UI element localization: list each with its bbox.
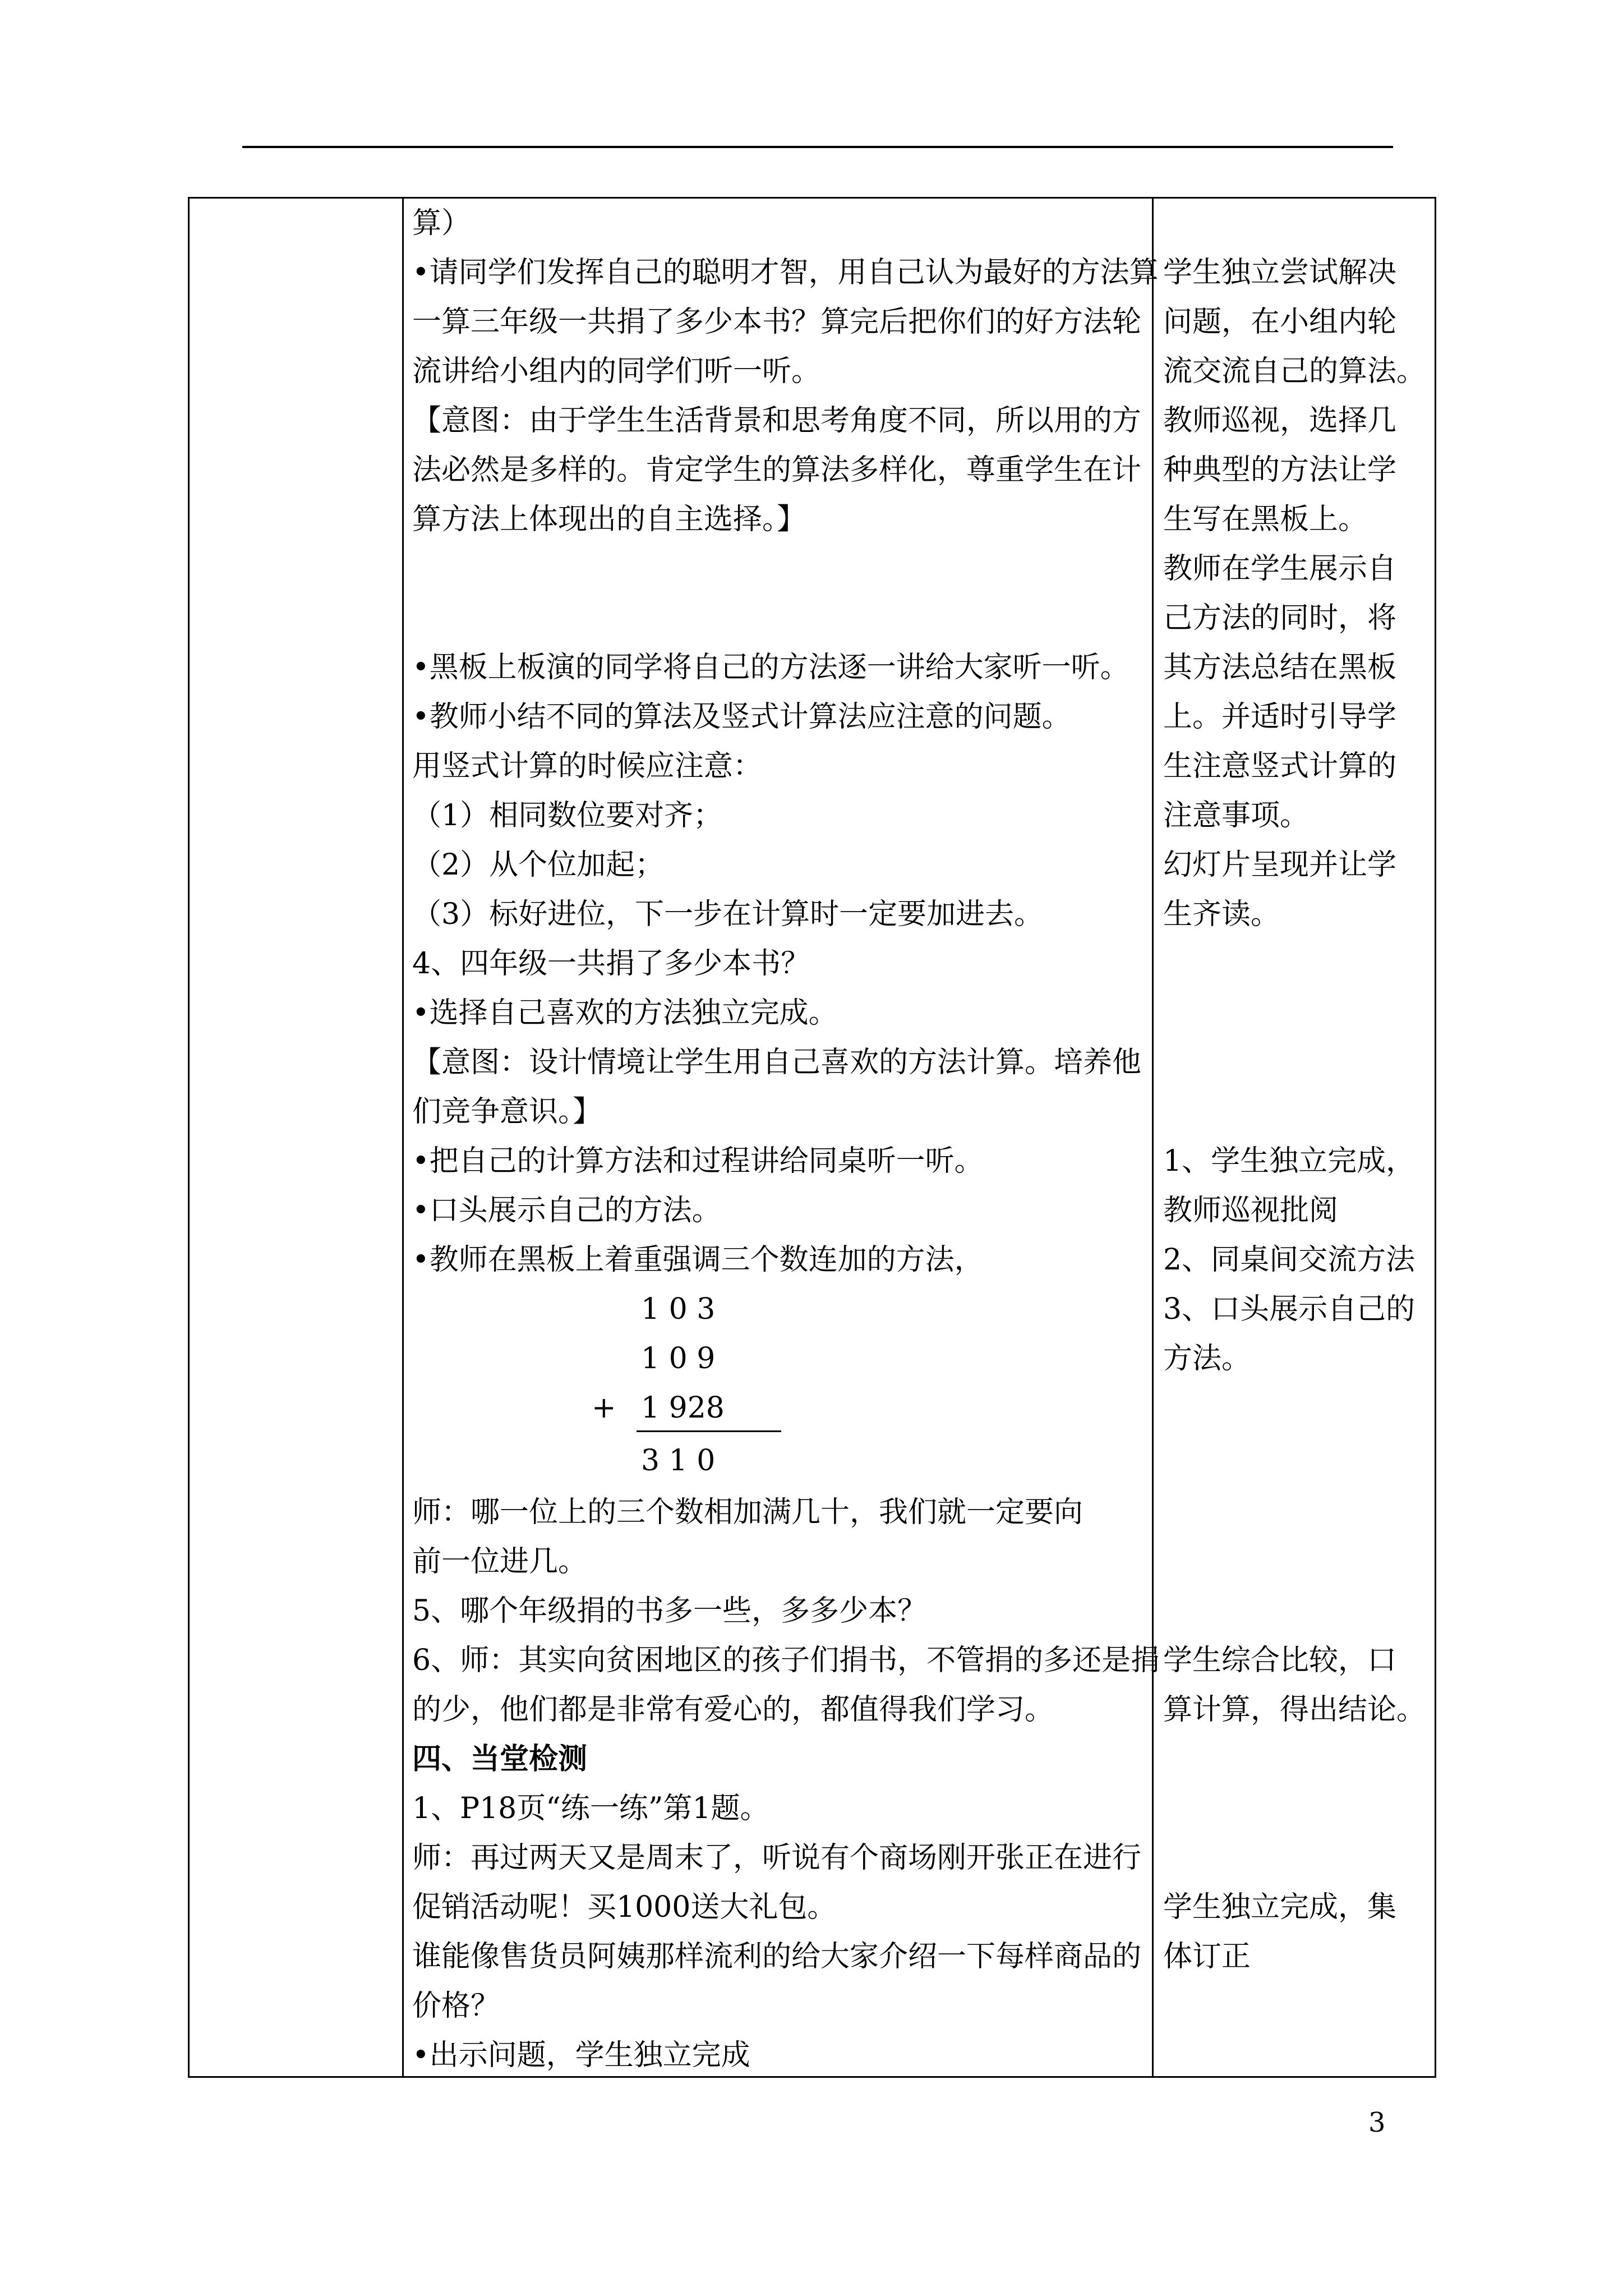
activity-line: 3、口头展示自己的	[1163, 1292, 1415, 1326]
activity-line: 幻灯片呈现并让学	[1163, 848, 1397, 882]
text-line: 一算三年级一共捐了多少本书？算完后把你们的好方法轮	[412, 305, 1142, 339]
intent-note-line: 【意图：由于学生生活背景和思考角度不同，所以用的方	[412, 404, 1142, 438]
text-line: •出示问题，学生独立完成	[412, 2039, 750, 2072]
rule-item: （2）从个位加起；	[412, 848, 665, 882]
activity-line: 注意事项。	[1163, 799, 1310, 832]
text-line: 价格？	[412, 1989, 500, 2023]
text-line: •请同学们发挥自己的聪明才智，用自己认为最好的方法算	[412, 256, 1159, 289]
text-line: 师：哪一位上的三个数相加满几十，我们就一定要向	[412, 1496, 1083, 1529]
text-line: 的少，他们都是非常有爱心的，都值得我们学习。	[412, 1693, 1054, 1727]
text-line: 6、师：其实向贫困地区的孩子们捐书，不管捐的多还是捐	[412, 1644, 1160, 1677]
activity-line: 2、同桌间交流方法	[1163, 1243, 1415, 1277]
text-line: •口头展示自己的方法。	[412, 1194, 721, 1227]
text-line: 师：再过两天又是周末了，听说有个商场刚开张正在进行	[412, 1841, 1142, 1875]
column-divider-left	[402, 199, 404, 2076]
text-line: •黑板上板演的同学将自己的方法逐一讲给大家听一听。	[412, 651, 1129, 684]
activity-line: 问题，在小组内轮	[1163, 305, 1397, 339]
activity-line: 教师巡视，选择几	[1163, 404, 1397, 438]
activity-line: 生注意竖式计算的	[1163, 749, 1397, 783]
question-line: 4、四年级一共捐了多少本书？	[412, 947, 810, 981]
question-line: 5、哪个年级捐的书多一些，多多少本？	[412, 1594, 927, 1628]
calc-row-1: 1 0 3	[641, 1292, 716, 1326]
activity-line: 己方法的同时，将	[1163, 601, 1397, 635]
calc-sum-line	[637, 1430, 781, 1432]
rule-item: （3）标好进位，下一步在计算时一定要加进去。	[412, 898, 1044, 931]
text-line: 前一位进几。	[412, 1545, 588, 1579]
activity-line: 流交流自己的算法。	[1163, 355, 1426, 388]
text-line: 流讲给小组内的同学们听一听。	[412, 355, 821, 388]
text-line: 算）	[412, 206, 471, 240]
activity-line: 生齐读。	[1163, 898, 1280, 931]
text-line: •教师在黑板上着重强调三个数连加的方法，	[412, 1243, 984, 1277]
activity-line: 1、学生独立完成，	[1163, 1144, 1415, 1178]
activity-line: 学生独立完成，集	[1163, 1890, 1397, 1924]
lesson-table	[188, 197, 1436, 2078]
text-line: 谁能像售货员阿姨那样流利的给大家介绍一下每样商品的	[412, 1940, 1142, 1973]
activity-line: 上。并适时引导学	[1163, 700, 1397, 734]
intent-note-line: 们竞争意识。】	[412, 1095, 602, 1129]
activity-line: 体订正	[1163, 1940, 1251, 1973]
activity-line: 生写在黑板上。	[1163, 503, 1368, 536]
text-line: 促销活动呢！买1000送大礼包。	[412, 1890, 837, 1924]
calc-result: 3 1 0	[641, 1444, 716, 1478]
activity-line: 学生独立尝试解决	[1163, 256, 1397, 289]
column-divider-right	[1152, 199, 1154, 2076]
intent-note-line: 【意图：设计情境让学生用自己喜欢的方法计算。培养他	[412, 1046, 1142, 1079]
calc-row-3: 1 928	[641, 1391, 725, 1425]
activity-line: 教师巡视批阅	[1163, 1194, 1339, 1227]
rule-item: （1）相同数位要对齐；	[412, 799, 723, 832]
activity-line: 其方法总结在黑板	[1163, 651, 1397, 684]
page-number: 3	[1368, 2107, 1386, 2138]
text-line: 用竖式计算的时候应注意：	[412, 749, 763, 783]
text-line: •把自己的计算方法和过程讲给同桌听一听。	[412, 1144, 984, 1178]
text-line: •教师小结不同的算法及竖式计算法应注意的问题。	[412, 700, 1071, 734]
intent-note-line: 算方法上体现出的自主选择。】	[412, 503, 806, 536]
section-heading: 四、当堂检测	[412, 1742, 588, 1776]
activity-line: 种典型的方法让学	[1163, 453, 1397, 487]
exercise-line: 1、P18页“练一练”第1题。	[412, 1792, 769, 1825]
calc-row-2: 1 0 9	[641, 1342, 716, 1375]
activity-line: 算计算，得出结论。	[1163, 1693, 1426, 1727]
activity-line: 教师在学生展示自	[1163, 552, 1397, 586]
header-rule	[242, 146, 1393, 148]
calc-plus-sign: +	[592, 1391, 616, 1425]
intent-note-line: 法必然是多样的。肯定学生的算法多样化，尊重学生在计	[412, 453, 1142, 487]
text-line: •选择自己喜欢的方法独立完成。	[412, 996, 838, 1030]
activity-line: 学生综合比较，口	[1163, 1644, 1397, 1677]
activity-line: 方法。	[1163, 1342, 1251, 1375]
